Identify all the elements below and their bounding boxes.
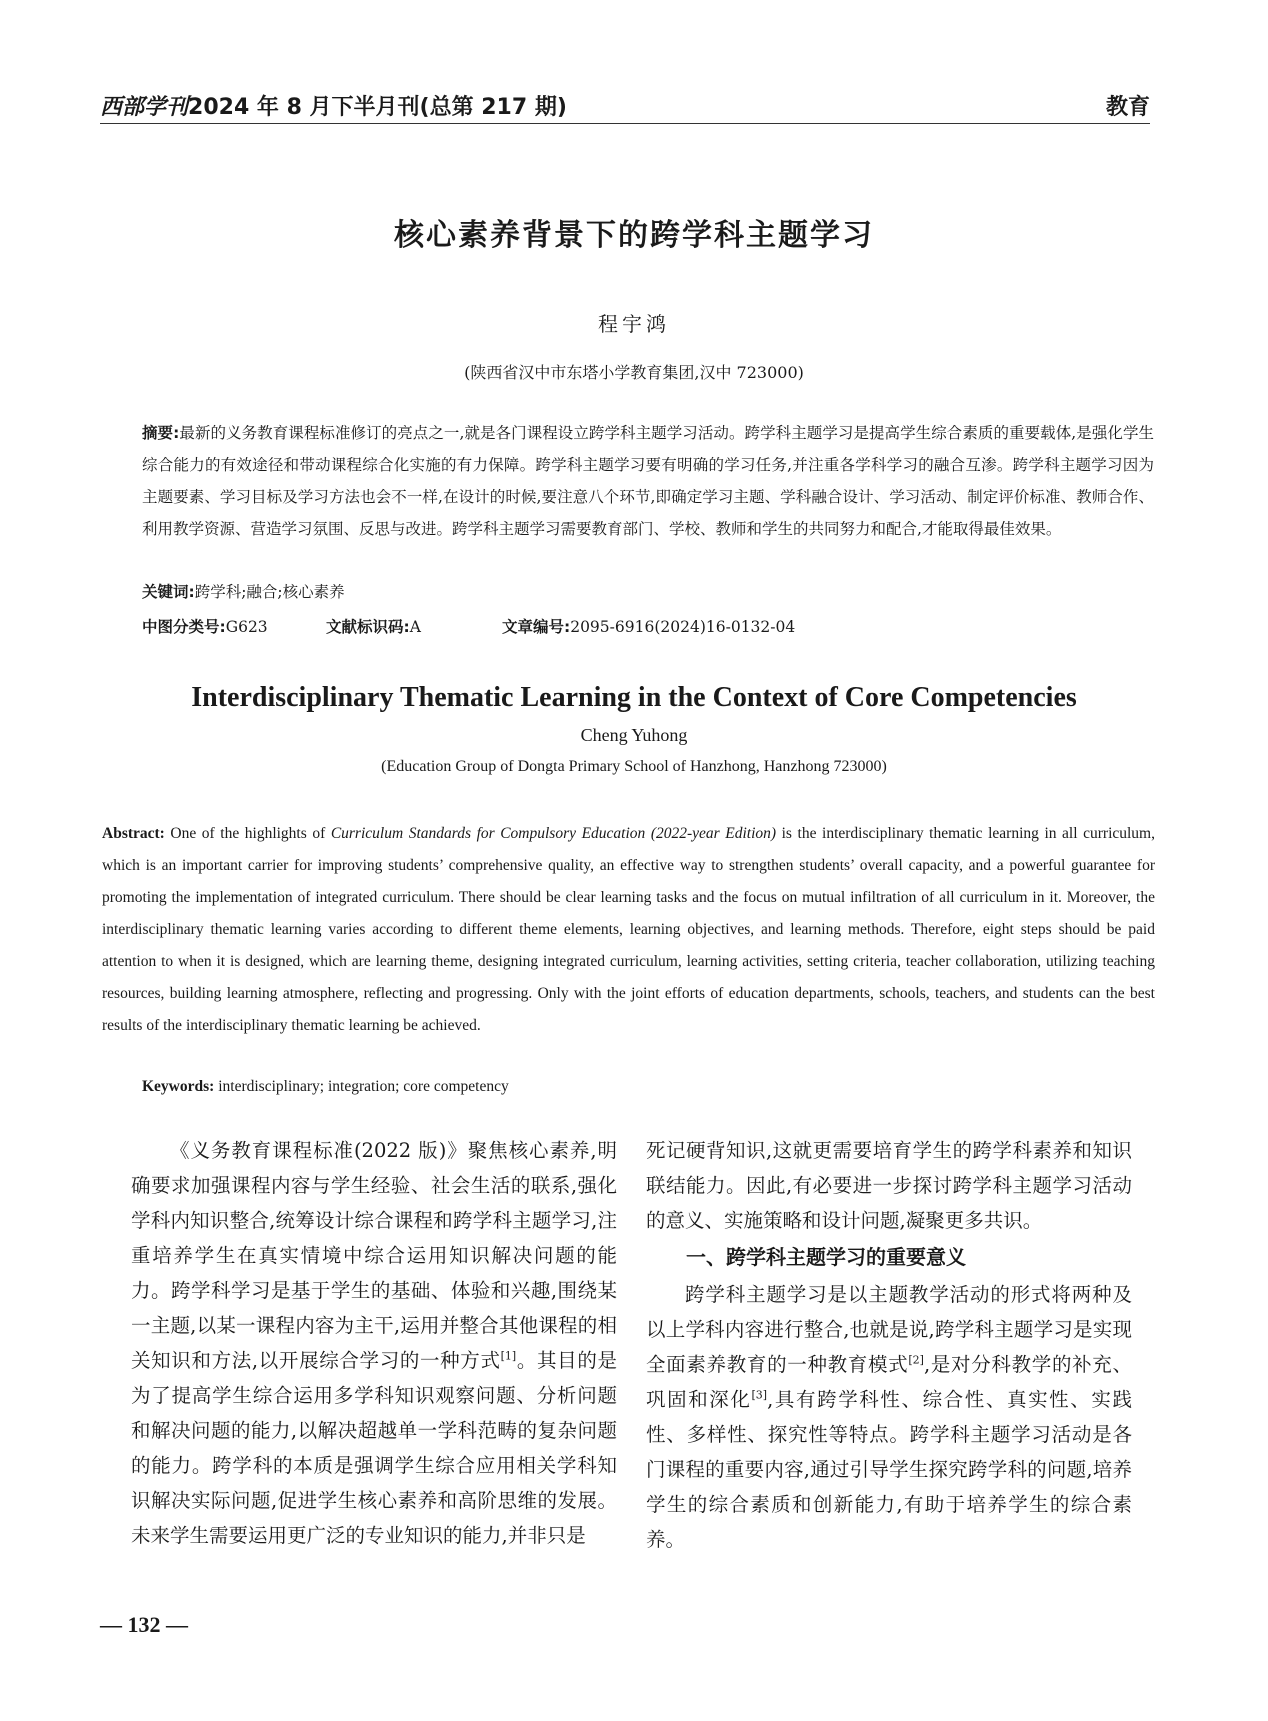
page-number: — 132 — bbox=[100, 1612, 188, 1637]
issue-info: 2024 年 8 月下半月刊(总第 217 期) bbox=[188, 95, 567, 120]
citation-ref[interactable]: [2] bbox=[908, 1353, 924, 1367]
keywords-text: 跨学科;融合;核心素养 bbox=[194, 583, 345, 601]
section-label: 教育 bbox=[1105, 95, 1150, 120]
english-title: Interdisciplinary Thematic Learning in the Context of Core Competencies bbox=[191, 682, 1077, 713]
author-affiliation: (陕西省汉中市东塔小学教育集团,汉中 723000) bbox=[464, 363, 804, 382]
keywords-chinese bbox=[142, 580, 345, 602]
article-number bbox=[502, 615, 795, 637]
keywords-english bbox=[142, 1078, 509, 1096]
body-paragraph: 死记硬背知识,这就更需要培育学生的跨学科素养和知识联结能力。因此,有必要进一步探讨跨学科主题学习活动的意义、实施策略和设计问题,凝聚更多共识。 bbox=[646, 1139, 1132, 1232]
journal-logo: 西部学刊 bbox=[100, 94, 189, 120]
citation-ref[interactable]: [1] bbox=[500, 1349, 517, 1363]
doc-code bbox=[326, 615, 502, 637]
doc-label: 文献标识码: bbox=[326, 618, 410, 636]
abstract-en-italic: Curriculum Standards for Compulsory Education (2022-year Edition) bbox=[330, 825, 777, 842]
abstract-en-pre: One of the highlights of bbox=[164, 825, 331, 842]
paragraph-text: 《义务教育课程标准(2022 版)》聚焦核心素养,明确要求加强课程内容与学生经验、社会生活的联系,强化学科内知识整合,统筹设计综合课程和跨学科主题学习,注重培养学生在真实情境中综合运用知识解决问题的能力。跨学科学习是基于学生的基础、体验和兴趣,围绕某一主题,以某一课程内容为主干,运用并整合其他课程的相关知识和方法,以开展综合学习的一种方式 bbox=[131, 1139, 617, 1372]
abstract-label: 摘要: bbox=[142, 424, 180, 442]
abstract-english bbox=[102, 818, 1155, 1042]
body-paragraph bbox=[646, 1277, 1132, 1557]
body-column-right bbox=[646, 1133, 1132, 1557]
body-column-left bbox=[131, 1133, 617, 1553]
clc-code bbox=[142, 615, 326, 637]
paragraph-text: ,是对分科教学的补充、巩固和深化 bbox=[646, 1353, 1132, 1411]
doc-value: A bbox=[409, 618, 421, 636]
body-paragraph bbox=[131, 1133, 617, 1553]
keywords-en-label: Keywords: bbox=[142, 1078, 215, 1095]
journal-issue-line bbox=[100, 90, 567, 121]
keywords-label: 关键词: bbox=[142, 583, 195, 601]
keywords-en-text: interdisciplinary; integration; core competency bbox=[214, 1078, 509, 1095]
section-heading: 一、跨学科主题学习的重要意义 bbox=[686, 1245, 966, 1269]
abstract-chinese bbox=[142, 417, 1154, 545]
citation-ref[interactable]: [3] bbox=[751, 1388, 768, 1402]
author-name: 程宇鸿 bbox=[598, 312, 670, 336]
english-affiliation: (Education Group of Dongta Primary School of Hanzhong, Hanzhong 723000) bbox=[381, 758, 887, 775]
classification-line bbox=[142, 615, 1042, 637]
clc-value: G623 bbox=[225, 618, 268, 636]
running-header bbox=[100, 90, 1150, 126]
abstract-en-label: Abstract: bbox=[102, 825, 165, 842]
paragraph-text: ,具有跨学科性、综合性、真实性、实践性、多样性、探究性等特点。跨学科主题学习活动是各门课程的重要内容,通过引导学生探究跨学科的问题,培养学生的综合素质和创新能力,有助于培养学生的综合素养。 bbox=[646, 1388, 1132, 1551]
article-value: 2095-6916(2024)16-0132-04 bbox=[570, 618, 796, 636]
clc-label: 中图分类号: bbox=[142, 618, 226, 636]
abstract-en-post: is the interdisciplinary thematic learning in all curriculum, which is an important carrier for improving students’ comprehensive quality, an effective way to strengthen students’ overall capacity, and a powerful guarantee for promoting the implementation of integrated curriculum. There should be clear learning tasks and the focus on mutual infiltration of all curriculum in it. Moreover, the interdisciplinary thematic learning varies according to different theme elements, learning objectives, and learning methods. Therefore, eight steps should be paid attention to when it is designed, which are learning theme, designing integrated curriculum, learning activities, setting criteria, teacher collaboration, utilizing teaching resources, building learning atmosphere, reflecting and progressing. Only with the joint efforts of education departments, schools, teachers, and students can the best results of the interdisciplinary thematic learning be achieved. bbox=[102, 825, 1155, 1034]
abstract-text: 最新的义务教育课程标准修订的亮点之一,就是各门课程设立跨学科主题学习活动。跨学科主题学习是提高学生综合素质的重要载体,是强化学生综合能力的有效途径和带动课程综合化实施的有力保障。跨学科主题学习要有明确的学习任务,并注重各学科学习的融合互渗。跨学科主题学习因为主题要素、学习目标及学习方法也会不一样,在设计的时候,要注意八个环节,即确定学习主题、学科融合设计、学习活动、制定评价标准、教师合作、利用教学资源、营造学习氛围、反思与改进。跨学科主题学习需要教育部门、学校、教师和学生的共同努力和配合,才能取得最佳效果。 bbox=[142, 424, 1155, 538]
english-author: Cheng Yuhong bbox=[580, 725, 688, 745]
paper-title: 核心素养背景下的跨学科主题学习 bbox=[394, 218, 874, 253]
header-divider bbox=[100, 123, 1150, 124]
article-label: 文章编号: bbox=[502, 618, 571, 636]
paragraph-text: 。其目的是为了提高学生综合运用多学科知识观察问题、分析问题和解决问题的能力,以解决超越单一学科范畴的复杂问题的能力。跨学科的本质是强调学生综合应用相关学科知识解决实际问题,促进学生核心素养和高阶思维的发展。未来学生需要运用更广泛的专业知识的能力,并非只是 bbox=[131, 1349, 617, 1547]
paragraph-text: 跨学科主题学习是以主题教学活动的形式将两种及以上学科内容进行整合,也就是说,跨学科主题学习是实现全面素养教育的一种教育模式 bbox=[646, 1283, 1132, 1376]
